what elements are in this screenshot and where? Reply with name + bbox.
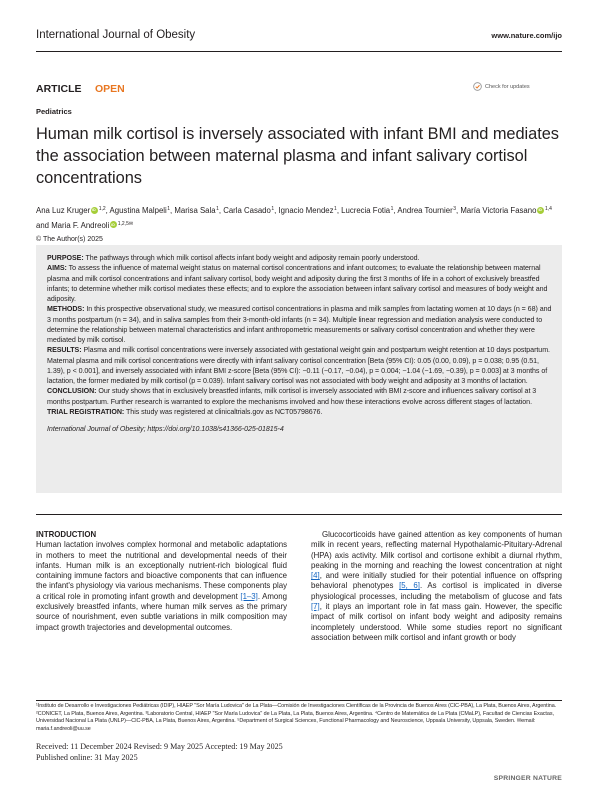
author-name[interactable]	[279, 206, 337, 215]
affiliation-marker: 1	[390, 206, 394, 212]
citation-link[interactable]: [7]	[311, 602, 320, 612]
check-for-updates-button[interactable]	[473, 81, 563, 92]
doi-citation[interactable]: International Journal of Obesity; https://doi.org/10.1038/s41366-025-01815-4	[47, 425, 284, 433]
body-text-d: , it plays an important role in fat mass gain. However, the specific impact of milk cortisol on infant body weight and adiposity remains incompletely understood. While some studies report no significant association between milk cortisol and infant growth or body	[311, 602, 562, 642]
abstract-purpose	[47, 253, 555, 263]
article-title: Human milk cortisol is inversely associated with infant BMI and mediates the association between maternal plasma and infant salivary cortisol concentrations	[36, 125, 559, 187]
trial-label: TRIAL REGISTRATION:	[47, 407, 125, 416]
orcid-icon[interactable]	[537, 207, 544, 214]
affiliation-marker: 1,4	[544, 206, 552, 212]
author-name[interactable]	[110, 206, 171, 215]
header-rule	[36, 51, 562, 52]
author-text: Lucrecia Fotia	[341, 206, 391, 215]
check-updates-icon	[473, 82, 482, 91]
journal-website-link[interactable]: www.nature.com/ijo	[491, 31, 562, 40]
publisher-logo: SPRINGER NATURE	[493, 775, 562, 782]
trial-text: This study was registered at clinicaltrials.gov as NCT05798676.	[126, 407, 323, 416]
author-name[interactable]	[51, 221, 133, 230]
journal-name: International Journal of Obesity	[36, 29, 196, 41]
author-text: Ignacio Mendez	[278, 206, 334, 215]
abstract-trial	[47, 407, 555, 417]
affiliation-marker: 1	[271, 206, 275, 212]
author-text: Agustina Malpeli	[109, 206, 167, 215]
author-text: Andrea Tournier	[397, 206, 453, 215]
introduction-heading: INTRODUCTION	[36, 530, 97, 539]
methods-text: In this prospective observational study, we measured cortisol concentrations in plasma and milk samples from lactating women at 10 days (n = 68) and 3 months postpartum (n = 34), and in saliva samples from their 3-month-old infants (n = 34). Multiple linear regression and mediation analysis were conducted to determine the relationship between maternal characteristics and infant anthropometric measurements or salivary cortisol concentration and whether they were mediated by milk cortisol.	[47, 305, 552, 344]
affiliation-marker: 1	[216, 206, 219, 212]
affiliation-marker: 3	[453, 206, 456, 212]
affiliation-marker: 1,2,5✉	[117, 220, 134, 227]
author-text: Carla Casado	[223, 206, 271, 215]
section-label: Pediatrics	[36, 107, 72, 116]
aims-text: To assess the influence of maternal weight status on maternal cortisol concentrations and infant outcomes; to evaluate the relationship between maternal plasma and milk cortisol concentrations and infant salivary cortisol, body weight and adiposity during the first 3 months of life in a cohort of exclusively breastfed infants; to determine whether milk cortisol mediates these effects; and to explore the association between infant salivary cortisol and measures of body weight and adiposity.	[47, 264, 548, 303]
orcid-icon[interactable]	[110, 221, 117, 228]
affiliation-marker: 1	[167, 206, 171, 212]
body-column-left	[36, 530, 287, 633]
publication-dates	[36, 742, 562, 763]
body-text-b: , and were initially studied for their potential influence on offspring behavioral phenotypes	[311, 571, 562, 591]
author-name[interactable]	[341, 206, 393, 215]
open-access-label: OPEN	[95, 83, 125, 95]
purpose-label: PURPOSE:	[47, 254, 84, 262]
conclusion-label: CONCLUSION:	[47, 387, 97, 396]
published-online: Published online: 31 May 2025	[36, 752, 138, 762]
abstract-methods	[47, 304, 555, 345]
citation-link[interactable]: [4]	[311, 571, 320, 581]
author-name[interactable]	[36, 206, 106, 215]
intro-text-1: Human lactation involves complex hormonal and metabolic adaptations in mothers to meet the nutritional and developmental needs of their infants. Human milk is an exceptionally nutrient-rich biological fluid containing immune factors and bioactive components that can influence the infant's physiology via various mechanisms. These components play a critical role in promoting infant growth and development	[36, 540, 287, 601]
check-updates-label: Check for updates	[485, 83, 530, 90]
glucocorticoid-paragraph	[311, 530, 562, 643]
body-rule	[36, 514, 562, 515]
author-text: Marisa Sala	[174, 206, 216, 215]
author-text: Ana Luz Kruger	[36, 206, 91, 215]
citation-link[interactable]: [1–3]	[240, 591, 258, 601]
article-type-label: ARTICLE	[36, 83, 82, 95]
affiliation-marker: 1	[334, 206, 337, 212]
author-text: María Victoria Fasano	[460, 206, 537, 215]
author-name[interactable]	[174, 206, 218, 215]
body-column-right	[311, 530, 562, 643]
results-label: RESULTS:	[47, 346, 82, 355]
abstract-aims	[47, 263, 555, 304]
abstract-box	[36, 245, 562, 493]
orcid-icon[interactable]	[91, 207, 98, 214]
author-name[interactable]	[460, 206, 552, 215]
received-revised-accepted: Received: 11 December 2024 Revised: 9 May 2025 Accepted: 19 May 2025	[36, 742, 283, 751]
results-text: Plasma and milk cortisol concentrations were inversely associated with gestational weight gain and postpartum weight retention at 10 days postpartum. Maternal plasma and milk cortisol concentrations were directly with infant salivary cortisol concentration [Beta (95% CI): 0.05 (0.00, 0.09), p = 0.038; 0.95 (0.51, 1.39), p < 0.001], and inversely associated with infant BMI z-score [Beta (95% CI): −0.11 (−0.17, −0.04), p = 0.004; −1.04 (−1.69, −0.39), p = 0.003] at 3 months of lactation, the former mediated by milk cortisol (p = 0.039). Infant salivary cortisol was not associated with body weight and adiposity at 3 months of lactation.	[47, 346, 550, 385]
copyright-notice: © The Author(s) 2025	[36, 236, 103, 243]
intro-text-2: . Among exclusively breastfed infants, where human milk serves as the primary source of nourishment, even subtle variations in milk composition may impact growth trajectories and developmental outcomes.	[36, 591, 287, 632]
author-list: Ana Luz KrugeriD $^{1,2}$, Agustina Malpeli$^1$, Marisa Sala$^1$, Carla Casado$^1$, Ignacio Mendez$^1$, Lucrecia Fotia$^1$, Andrea Tournier$^3$, María Victoria FasanoiD $^{1,4}$ and Maria F. AndreoliiD $^{1,2,5✉}$	[36, 203, 561, 232]
body-text-c: . As cortisol is implicated in diverse physiological processes, including the metabolism of glucose and fats	[311, 581, 562, 601]
author-name[interactable]	[397, 206, 456, 215]
author-name[interactable]	[223, 206, 274, 215]
affiliation-footnotes: ¹Instituto de Desarrollo e Investigaciones Pediátricas (IDIP), HIAEP "Sor María Ludovica" de La Plata—Comisión de Investigaciones Científicas de la Provincia de Buenos Aires (CIC-PBA), La Plata, Buenos Aires, Argentina. ²CONICET, La Plata, Buenos Aires, Argentina. ³Laboratorio Central, HIAEP "Sor María Ludovica" de La Plata, La Plata, Buenos Aires, Argentina. ⁴Centro de Matemática de La Plata (CMaLP), Facultad de Ciencias Exactas, Universidad Nacional La Plata (UNLP)—CIC-PBA, La Plata, Buenos Aires, Argentina. ⁵Department of Surgical Sciences, Functional Pharmacology and Neuroscience, Uppsala University, Uppsala, Sweden. ✉email: maria.f.andreoli@uu.se	[36, 700, 562, 734]
author-text: Maria F. Andreoli	[51, 220, 110, 230]
purpose-text: The pathways through which milk cortisol affects infant body weight and adiposity remain poorly understood.	[85, 254, 420, 262]
methods-label: METHODS:	[47, 305, 85, 314]
abstract-conclusion	[47, 386, 555, 407]
body-text-a: Glucocorticoids have gained attention as key components of human milk in recent years, reflecting maternal Hypothalamic-Pituitary-Adrenal (HPA) axis activity. Milk cortisol and cortisone exhibit a diurnal rhythm, peaking in the morning and reaching the lowest concentration at night	[311, 530, 562, 570]
aims-label: AIMS:	[47, 264, 67, 273]
intro-paragraph	[36, 540, 287, 633]
abstract-results	[47, 345, 555, 386]
affiliation-marker: 1,2	[98, 206, 106, 212]
citation-link[interactable]: [5, 6]	[399, 581, 420, 591]
conclusion-text: Our study shows that in exclusively breastfed infants, milk cortisol is inversely associated with BMI z-score and influences salivary cortisol at 3 months postpartum. Further research is warranted to explore the mechanisms involved and how these interactions evolve across different stages of lactation.	[47, 387, 537, 406]
